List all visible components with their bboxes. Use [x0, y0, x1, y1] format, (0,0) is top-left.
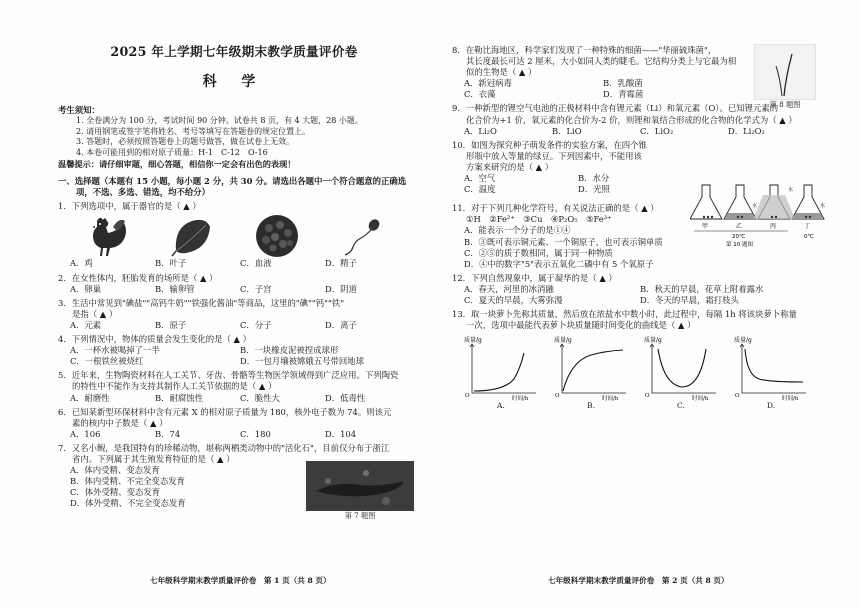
graph-option-b[interactable] — [552, 335, 630, 411]
option[interactable]: A．鸡 — [70, 258, 93, 269]
option[interactable]: D．离子 — [325, 319, 357, 330]
option[interactable]: A．能表示一个分子的是①④ — [464, 225, 571, 236]
question-stem: 10．如图为探究种子萌发条件的实验方案，在四个锥 — [452, 139, 647, 150]
option[interactable]: C．一根铁丝被烧红 — [70, 356, 144, 367]
question-stem: 素的核内中子数是（ ▲ ） — [72, 417, 168, 428]
option[interactable]: C．子宫 — [240, 283, 272, 294]
option[interactable]: B．LiO — [552, 125, 582, 136]
graph-y-label: 质量/g — [734, 337, 752, 345]
question-1-options — [58, 258, 410, 269]
water-label: 水 — [788, 187, 794, 193]
graph-a-curve — [462, 335, 540, 401]
question-stem: 形瓶中放入等量的绿豆。下列因素中，不能用该 — [466, 150, 642, 161]
temperature-label: 20℃ — [732, 234, 746, 240]
water-label: 水 — [820, 203, 826, 209]
option[interactable]: C．脆性大 — [240, 392, 280, 403]
question-stem: 方案来研究的是（ ▲ ） — [466, 161, 554, 172]
option[interactable]: A．一杯水被喝掉了一半 — [70, 345, 160, 356]
question-stem: 化合价为+1 价，氧元素的化合价为-2 价，则锂和氧结合形成的化合物的化学式为（ ▲ ） — [466, 114, 797, 125]
question-stem: 是指（ ▲ ） — [72, 308, 118, 319]
graph-y-label: 质量/g — [464, 337, 482, 345]
temperature-label: 0℃ — [804, 234, 814, 240]
figure-caption: 第 7 题图 — [344, 510, 376, 520]
option[interactable]: B．输卵管 — [155, 283, 195, 294]
option[interactable]: C．②⑤的质子数相同，属于同一种物质 — [464, 247, 613, 258]
graph-label: C. — [677, 401, 685, 411]
page-footer: 七年级科学期末教学质量评价卷 第 1 页（共 8 页） — [150, 575, 331, 585]
option[interactable]: D．青霉菌 — [603, 89, 644, 100]
graph-origin: O — [555, 393, 560, 400]
flask-label: 乙 — [736, 223, 743, 230]
notice-title: 考生须知： — [58, 105, 100, 116]
option[interactable]: D．④中的数字"5"表示五氧化二磷中有 5 个氧原子 — [464, 258, 654, 269]
question-stem: 8．在勒比海地区，科学家们发现了一种特殊的细菌——"华丽硫珠菌"， — [452, 45, 717, 55]
warm-tip: 温馨提示：请仔细审题，细心答题，相信你一定会有出色的表现！ — [58, 159, 296, 170]
option[interactable]: A．春天，河里的冰消融 — [464, 283, 554, 294]
question-13 — [452, 309, 816, 411]
question-1-pictures — [58, 212, 410, 258]
flask-label: 丁 — [804, 223, 811, 230]
question-stem: 一次，选项中最能代表萝卜块质量随时间变化的曲线是（ ▲ ） — [466, 320, 696, 331]
graph-origin: O — [735, 393, 740, 400]
graph-y-label: 质量/g — [644, 337, 662, 345]
graph-x-label: 时间/h — [692, 396, 709, 402]
question-8-options — [452, 78, 742, 100]
flask-label: 甲 — [702, 223, 709, 230]
question-stem: 4．下列情况中，物体的质量会发生变化的是（ ▲ ） — [58, 334, 251, 345]
question-2 — [58, 273, 410, 295]
graph-c-curve — [642, 335, 720, 401]
notice-item: 3. 答题时，必须按照答题卷上的题号做答，做在试卷上无效。 — [76, 137, 295, 147]
graph-option-c[interactable] — [642, 335, 720, 411]
notice-item: 4. 本卷可能用到的相对原子质量：H-1 C-12 O-16 — [76, 147, 268, 157]
option[interactable]: D．一包月壤被嫦娥五号带回地球 — [240, 356, 364, 367]
question-5-options — [58, 393, 410, 404]
salamander-photo-icon — [306, 461, 414, 511]
notice-block — [58, 105, 410, 170]
graph-label: B. — [587, 401, 595, 411]
question-stem: 11．对于下列几种化学符号，有关说法正确的是（ ▲ ） — [452, 203, 659, 214]
question-2-options — [58, 284, 410, 295]
option[interactable]: A．Li₂O — [464, 125, 497, 136]
question-4-options — [58, 345, 410, 367]
rooster-icon — [83, 213, 131, 259]
option[interactable]: B．叶子 — [155, 258, 187, 269]
graph-y-label: 质量/g — [554, 337, 572, 345]
option[interactable]: A．新冠病毒 — [464, 78, 512, 89]
option[interactable]: B．乳酸菌 — [603, 78, 643, 89]
question-6 — [58, 407, 410, 440]
graph-origin: O — [465, 393, 470, 400]
exam-title: 2025 年上学期七年级期末教学质量评价卷 — [110, 44, 358, 59]
question-stem: 的特性中不能作为支持其制作人工关节依据的是（ ▲ ） — [72, 381, 277, 392]
option[interactable]: B．秋天的早晨，花草上附着露水 — [640, 283, 764, 294]
question-10-figure — [690, 177, 830, 247]
question-stem: 12．下列自然现象中，属于凝华的是（ ▲ ） — [452, 272, 617, 283]
option[interactable]: D．冬天的早晨，霜打枝头 — [640, 294, 739, 305]
option[interactable]: B．原子 — [155, 319, 187, 330]
page-footer: 七年级科学期末教学质量评价卷 第 2 页（共 8 页） — [548, 575, 729, 585]
question-12-options — [452, 284, 816, 306]
option[interactable]: C．LiO₂ — [640, 125, 674, 136]
figure-caption: 第 10 题图 — [726, 242, 753, 247]
question-stem: 似的生物是（ ▲ ） — [466, 67, 537, 78]
question-stem: 2．在女性体内，胚胎发育的场所是（ ▲ ） — [58, 272, 218, 283]
graph-x-label: 时间/h — [782, 396, 799, 402]
question-10-options — [452, 173, 692, 195]
question-6-options — [58, 429, 410, 440]
option[interactable]: D．阴道 — [325, 283, 357, 294]
option[interactable]: C．体外受精、变态发育 — [70, 487, 161, 498]
option[interactable]: A．卵巢 — [70, 283, 102, 294]
question-13-graphs — [452, 331, 816, 411]
question-stem: 3．生活中常见到"碘盐""高钙牛奶""铁强化酱油"等商品，这里的"碘""钙""铁" — [58, 297, 345, 308]
question-stem: 其长度最长可达 2 厘米，大小如同人类的睫毛。它结构分类上与它最为相 — [466, 56, 737, 67]
question-stem: 5．近年来，生物陶瓷材料在人工关节、牙齿、骨骼等生物医学领域得到广泛应用。下列陶瓷 — [58, 370, 399, 381]
option[interactable]: A．耐磨性 — [70, 392, 110, 403]
option[interactable]: A．空气 — [464, 173, 496, 184]
question-stem: 1．下列选项中，属于器官的是（ ▲ ） — [58, 201, 201, 212]
flasks-diagram-icon — [690, 177, 830, 247]
graph-label: D. — [766, 401, 776, 411]
question-stem: 9．一种新型的锂空气电池的正极材料中含有锂元素（Li）和氧元素（O）。已知锂元素的 — [452, 103, 779, 114]
graph-option-d[interactable] — [732, 335, 810, 411]
option[interactable]: B．水分 — [578, 173, 610, 184]
graph-option-a[interactable] — [462, 335, 540, 411]
flask-label: 丙 — [770, 223, 777, 230]
graph-x-label: 时间/h — [602, 396, 619, 402]
graph-label: A. — [497, 401, 505, 411]
graph-d-curve — [732, 335, 810, 401]
option[interactable]: C．夏天的早晨，大雾弥漫 — [464, 294, 563, 305]
option[interactable]: C．血液 — [240, 258, 272, 269]
option[interactable]: C．衣藻 — [464, 89, 496, 100]
option[interactable]: B．体内受精、不完全变态发育 — [70, 476, 186, 487]
graph-origin: O — [645, 393, 650, 400]
option[interactable]: C．180 — [240, 428, 271, 439]
option[interactable]: B．耐腐蚀性 — [155, 392, 204, 403]
question-1 — [58, 201, 410, 269]
blood-cells-icon — [253, 213, 301, 259]
question-stem: 省内。下列属于其生殖发育特征的是（ ▲ ） — [72, 453, 235, 464]
graph-x-label: 时间/h — [512, 396, 529, 402]
chemical-symbols: ①H ②Fe²⁺ ③Cu ④P₂O₅ ⑤Fe³⁺ — [466, 214, 612, 225]
option[interactable]: D．体外受精、不完全变态发育 — [70, 498, 186, 509]
option[interactable]: B．一块橡皮泥被捏成球形 — [240, 345, 339, 356]
question-8-figure — [754, 44, 816, 110]
question-stem: 6．已知某新型环保材料中含有元素 X 的相对原子质量为 180，核外电子数为 74。则该元 — [58, 406, 392, 417]
option[interactable]: C．温度 — [464, 184, 496, 195]
option[interactable]: B．74 — [155, 428, 181, 439]
sperm-icon — [338, 213, 386, 259]
question-stem: 13．取一块萝卜先称其质量，然后放在浓盐水中数小时，此过程中，每隔 1h 将该块萝卜称量 — [452, 309, 797, 320]
option[interactable]: A．106 — [70, 428, 101, 439]
graph-b-curve — [552, 335, 630, 401]
section-heading — [58, 176, 410, 198]
option[interactable]: D．光照 — [578, 184, 610, 195]
option[interactable]: D．精子 — [325, 258, 357, 269]
page-2 — [430, 0, 860, 608]
option[interactable]: D．104 — [325, 428, 357, 439]
question-9-options — [452, 126, 816, 137]
question-12 — [452, 273, 816, 306]
question-stem: 7．又名小鲵，是我国特有的珍稀动物，堪称两栖类动物中的"活化石"，目前仅分布于浙江 — [58, 442, 390, 453]
option[interactable]: A．元素 — [70, 319, 102, 330]
question-7-figure — [306, 461, 414, 521]
notice-item: 2. 请用钢笔或签字笔将姓名、考号等填写在答题卷的规定位置上。 — [76, 126, 311, 136]
question-4 — [58, 334, 410, 367]
option[interactable]: A．体内受精、变态发育 — [70, 465, 160, 476]
bacteria-photo-icon — [754, 44, 816, 100]
water-label: 水 — [752, 203, 758, 209]
section-heading-line: 项，不选、多选、错选，均不给分） — [76, 187, 210, 198]
section-heading-line: 一、选择题（本题有 15 小题，每小题 2 分，共 30 分。请选出各题中一个符合题意的正确选 — [58, 176, 407, 187]
question-3-options — [58, 320, 410, 331]
question-5 — [58, 370, 410, 403]
figure-caption: 第 8 题图 — [769, 100, 801, 109]
question-3 — [58, 298, 410, 331]
option[interactable]: D．低毒性 — [325, 392, 366, 403]
subject-title: 科 学 — [202, 73, 266, 90]
question-7 — [58, 442, 410, 520]
option[interactable]: C．分子 — [240, 319, 272, 330]
notice-item: 1. 全卷满分为 100 分，考试时间 90 分钟。试卷共 8 页，有 4 大题，28 小题。 — [76, 116, 363, 126]
option[interactable]: B．③既可表示铜元素、一个铜原子，也可表示铜单质 — [464, 236, 663, 247]
leaf-icon — [168, 213, 216, 259]
option[interactable]: D．Li₂O₂ — [728, 125, 765, 136]
